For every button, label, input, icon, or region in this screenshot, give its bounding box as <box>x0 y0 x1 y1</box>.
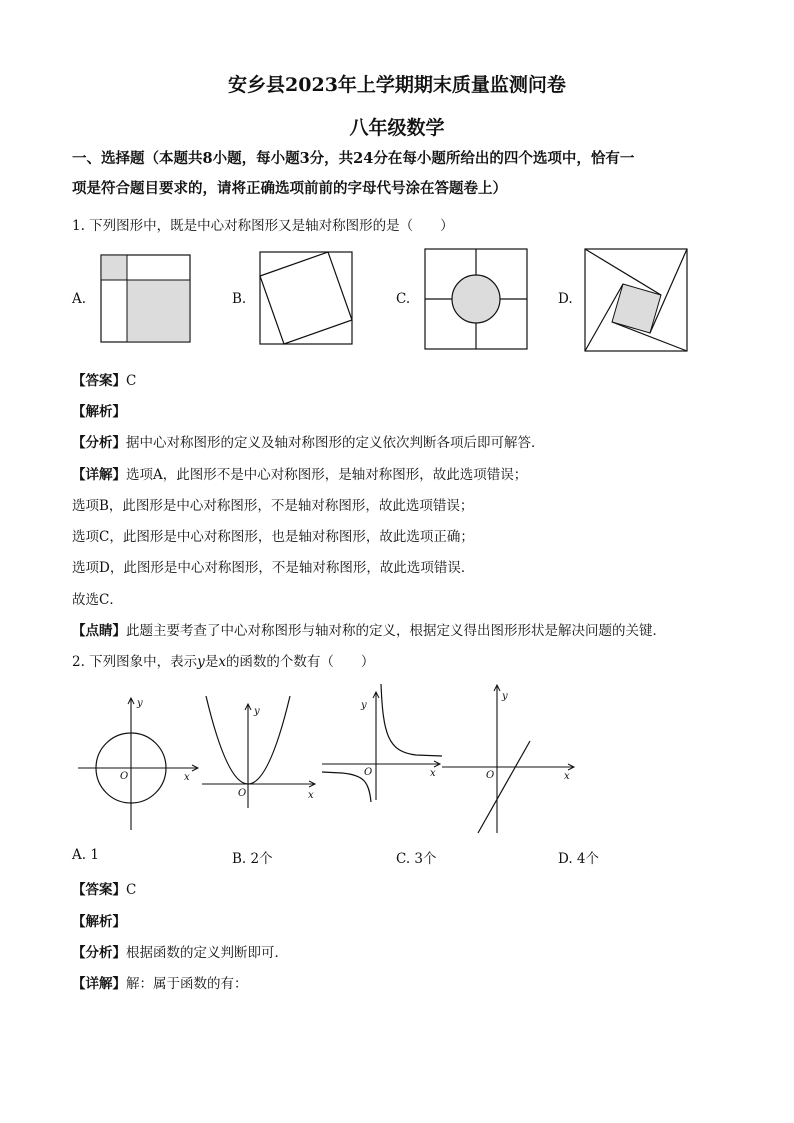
q2-g2-axis-x: x <box>308 790 314 801</box>
q1-detail-line: 选项B，此图形是中心对称图形，不是轴对称图形，故此选项错误； <box>72 498 474 514</box>
q1-fenxi-text: 据中心对称图形的定义及轴对称图形的定义依次判断各项后即可解答． <box>126 435 545 451</box>
q2-g2-origin: O <box>238 788 247 799</box>
q1-dianjing <box>72 619 666 639</box>
page-subtitle: 八年级数学 <box>349 117 445 139</box>
q1-xiangjie-text: 选项A，此图形不是中心对称图形，是轴对称图形，故此选项错误； <box>126 467 528 483</box>
q1-xiangjie <box>72 463 527 483</box>
q2-fenxi-tag: 【分析】 <box>72 945 126 961</box>
q1-option-b-label: B. <box>232 291 247 307</box>
q1-figure-a <box>100 254 192 344</box>
section-heading-line2: 项是符合题目要求的，请将正确选项前前的字母代号涂在答题卷上） <box>72 180 507 197</box>
q2-g3-axis-x: x <box>430 768 436 779</box>
q2-option-c: C. 3个 <box>396 851 437 867</box>
q2-graph-parabola <box>200 692 320 810</box>
q1-option-d-label: D. <box>558 291 573 307</box>
q2-fenxi-text: 根据函数的定义判断即可． <box>126 945 288 961</box>
q2-g1-axis-y: y <box>137 698 143 709</box>
q2-stem-pre: 2. 下列图象中，表示 <box>72 654 198 670</box>
q2-xiangjie <box>72 972 248 992</box>
q2-option-b: B. 2个 <box>232 851 273 867</box>
q2-graph-line <box>440 683 580 835</box>
q2-stem <box>72 650 374 670</box>
q2-g4-origin: O <box>486 770 495 781</box>
section-heading <box>72 144 724 204</box>
q2-g2-axis-y: y <box>254 706 260 717</box>
q1-dianjing-text: 此题主要考查了中心对称图形与轴对称的定义，根据定义得出图形形状是解决问题的关键． <box>126 623 666 639</box>
q2-option-a: A. 1 <box>72 847 99 863</box>
q2-g4-axis-x: x <box>564 771 570 782</box>
q2-option-d: D. 4个 <box>558 851 600 867</box>
q1-dianjing-tag: 【点睛】 <box>72 623 126 639</box>
q1-xiangjie-tag: 【详解】 <box>72 467 126 483</box>
q2-fenxi <box>72 941 288 961</box>
q1-option-a-label: A. <box>72 291 87 307</box>
q2-answer-value: C <box>126 882 137 898</box>
q1-fenxi-tag: 【分析】 <box>72 435 126 451</box>
q2-xiangjie-text: 解：属于函数的有： <box>126 976 248 992</box>
q1-answer-value: C <box>126 373 137 389</box>
section-heading-line1: 一、选择题（本题共8小题，每小题3分，共24分在每小题所给出的四个选项中，恰有一 <box>72 150 635 167</box>
q1-fenxi <box>72 431 545 451</box>
page-title: 安乡县2023年上学期期末质量监测问卷 <box>228 74 566 96</box>
q1-answer-tag: 【答案】 <box>72 373 126 389</box>
q2-g3-origin: O <box>364 767 373 778</box>
q2-var-y: y <box>197 654 205 670</box>
q1-option-c-label: C. <box>396 291 411 307</box>
q2-graph-circle <box>78 692 202 832</box>
q2-stem-post: 的函数的个数有（ ） <box>225 654 375 670</box>
q1-detail-line: 选项D，此图形是中心对称图形，不是轴对称图形，故此选项错误． <box>72 560 475 576</box>
q1-detail-line: 选项C，此图形是中心对称图形，也是轴对称图形，故此选项正确； <box>72 529 474 545</box>
q2-graph-hyperbola <box>320 684 445 804</box>
q2-g4-axis-y: y <box>502 691 508 702</box>
q2-g1-origin: O <box>120 771 129 782</box>
q1-figure-c <box>423 247 529 351</box>
q1-figure-b <box>258 250 354 346</box>
q1-stem: 1. 下列图形中，既是中心对称图形又是轴对称图形的是（ ） <box>72 218 454 234</box>
q2-analysis-tag: 【解析】 <box>72 914 126 930</box>
q2-g1-axis-x: x <box>184 772 190 783</box>
q2-stem-mid: 是 <box>204 654 219 670</box>
q2-var-x: x <box>218 654 226 670</box>
q2-answer <box>72 878 136 898</box>
q1-figure-d <box>583 247 689 353</box>
q2-xiangjie-tag: 【详解】 <box>72 976 126 992</box>
q1-answer <box>72 369 136 389</box>
q1-detail-line: 故选C． <box>72 592 123 608</box>
q1-analysis-tag: 【解析】 <box>72 404 126 420</box>
q2-answer-tag: 【答案】 <box>72 882 126 898</box>
q2-g3-axis-y: y <box>361 700 367 711</box>
